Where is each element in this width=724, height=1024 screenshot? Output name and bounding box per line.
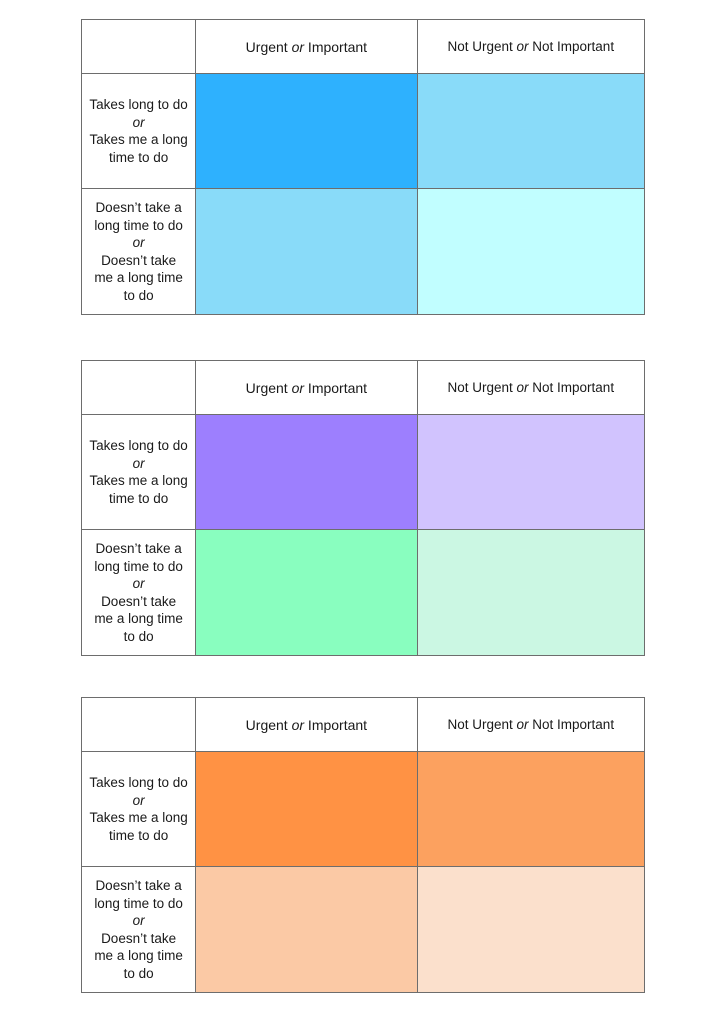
row-label-or: or	[132, 114, 145, 130]
corner-cell	[82, 361, 196, 415]
row-label-line: long time to do	[94, 217, 183, 233]
corner-cell	[82, 20, 196, 74]
row-label-line: me a long time	[94, 611, 183, 626]
header-not-or: or	[516, 717, 529, 732]
row-label-line: me a long time	[94, 270, 183, 285]
header-not-urgent-or-not-important	[417, 361, 644, 415]
cell-long-not-urgent	[417, 415, 644, 530]
row-label-line: to do	[123, 287, 154, 303]
row-label-or: or	[132, 455, 145, 471]
row-label-line: Doesn’t take	[101, 593, 177, 609]
row-label-line: Doesn’t take a	[95, 878, 182, 893]
row-label-not-long	[82, 530, 196, 656]
cell-short-not-urgent	[417, 867, 644, 993]
row-label-line: Takes long to do	[89, 97, 188, 112]
header-urgent-or-important	[196, 20, 417, 74]
cell-long-urgent	[196, 752, 417, 867]
row-label-line: time to do	[108, 827, 169, 843]
row-label-takes-long	[82, 752, 196, 867]
row-label-takes-long	[82, 74, 196, 189]
header-not-urgent-text: Not Urgent	[447, 380, 517, 395]
header-urgent-text: Urgent	[245, 716, 292, 733]
header-urgent-or-important	[196, 698, 417, 752]
header-important-text: Important	[304, 716, 368, 733]
header-not-important-text: Not Important	[528, 380, 615, 395]
header-not-urgent-or-not-important	[417, 698, 644, 752]
row-label-line: Takes me a long	[89, 132, 188, 147]
row-label-or: or	[132, 235, 145, 250]
header-not-urgent-text: Not Urgent	[447, 39, 517, 54]
row-label-or: or	[132, 913, 145, 928]
row-label-or: or	[132, 576, 145, 591]
corner-cell	[82, 698, 196, 752]
header-not-important-text: Not Important	[528, 717, 615, 732]
row-label-line: Takes long to do	[89, 438, 188, 453]
priority-matrix-1	[81, 19, 645, 315]
header-urgent-text: Urgent	[245, 379, 292, 396]
cell-long-not-urgent	[417, 74, 644, 189]
row-label-line: to do	[123, 628, 154, 644]
header-not-or: or	[516, 39, 529, 54]
cell-short-not-urgent	[417, 530, 644, 656]
cell-short-not-urgent	[417, 189, 644, 315]
header-important-text: Important	[304, 379, 368, 396]
header-not-important-text: Not Important	[528, 39, 615, 54]
row-label-not-long	[82, 867, 196, 993]
cell-long-not-urgent	[417, 752, 644, 867]
row-label-line: me a long time	[94, 948, 183, 963]
header-urgent-or: or	[291, 38, 305, 55]
cell-long-urgent	[196, 74, 417, 189]
row-label-not-long	[82, 189, 196, 315]
header-urgent-or-important	[196, 361, 417, 415]
row-label-line: Doesn’t take a	[95, 200, 182, 215]
cell-short-urgent	[196, 867, 417, 993]
row-label-line: Takes me a long	[89, 473, 188, 488]
row-label-line: long time to do	[94, 895, 183, 911]
row-label-line: long time to do	[94, 558, 183, 574]
header-urgent-text: Urgent	[245, 38, 292, 55]
row-label-line: Takes me a long	[89, 810, 188, 825]
row-label-line: time to do	[108, 490, 169, 506]
header-urgent-or: or	[291, 716, 305, 733]
header-not-or: or	[516, 380, 529, 395]
row-label-line: to do	[123, 965, 154, 981]
row-label-line: Doesn’t take	[101, 252, 177, 268]
cell-short-urgent	[196, 189, 417, 315]
header-urgent-or: or	[291, 379, 305, 396]
row-label-or: or	[132, 792, 145, 808]
header-not-urgent-text: Not Urgent	[447, 717, 517, 732]
header-important-text: Important	[304, 38, 368, 55]
header-not-urgent-or-not-important	[417, 20, 644, 74]
cell-short-urgent	[196, 530, 417, 656]
priority-matrix-2	[81, 360, 645, 656]
priority-matrix-3	[81, 697, 645, 993]
row-label-takes-long	[82, 415, 196, 530]
row-label-line: Takes long to do	[89, 775, 188, 790]
cell-long-urgent	[196, 415, 417, 530]
row-label-line: Doesn’t take a	[95, 541, 182, 556]
row-label-line: Doesn’t take	[101, 930, 177, 946]
row-label-line: time to do	[108, 149, 169, 165]
